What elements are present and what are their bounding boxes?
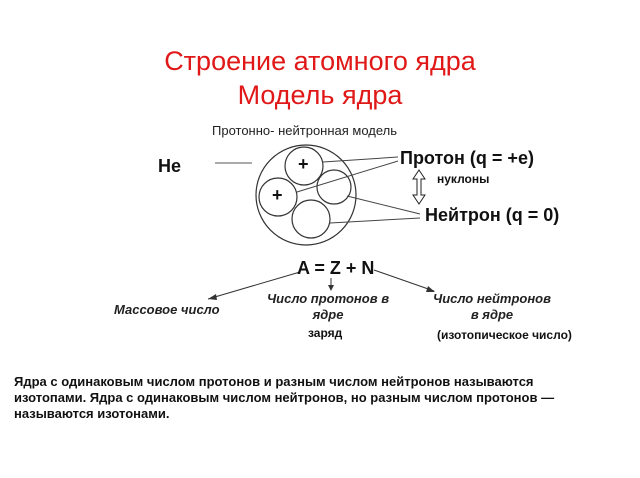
element-label: He (158, 156, 182, 176)
neutron-line-2 (330, 218, 420, 223)
isotope-note: Ядра с одинаковым числом протонов и разным числом нейтронов называются изотопами. Ядра с одинаковым числом нейтронов, но разным числом протонов — называются изотонами. (14, 374, 555, 421)
neutron-label: Нейтрон (q = 0) (425, 205, 560, 225)
term-isotopic-number: (изотопическое число) (437, 328, 572, 342)
title-line-2: Модель ядра (237, 80, 403, 110)
mass-formula: A = Z + N (297, 258, 375, 278)
plus-sign-top: + (298, 154, 309, 174)
term-charge: заряд (308, 326, 343, 340)
arrow-neutrons-line (374, 270, 434, 291)
proton-label: Протон (q = +e) (400, 148, 534, 168)
plus-sign-left: + (272, 185, 283, 205)
model-label: Протонно- нейтронная модель (212, 123, 398, 138)
arrow-mass-head (208, 294, 217, 300)
title-line-1: Строение атомного ядра (164, 46, 476, 76)
nucleons-double-arrow (413, 170, 425, 204)
term-proton-count: Число протонов в ядре (266, 291, 390, 322)
neutron-right (317, 170, 351, 204)
nucleons-label: нуклоны (437, 172, 490, 186)
term-neutron-count: Число нейтронов в ядре (433, 291, 551, 322)
term-mass-number: Массовое число (114, 302, 220, 317)
neutron-bottom (292, 200, 330, 238)
proton-line-1 (323, 157, 398, 162)
neutron-line-1 (347, 196, 420, 214)
proton-line-2 (297, 161, 398, 192)
